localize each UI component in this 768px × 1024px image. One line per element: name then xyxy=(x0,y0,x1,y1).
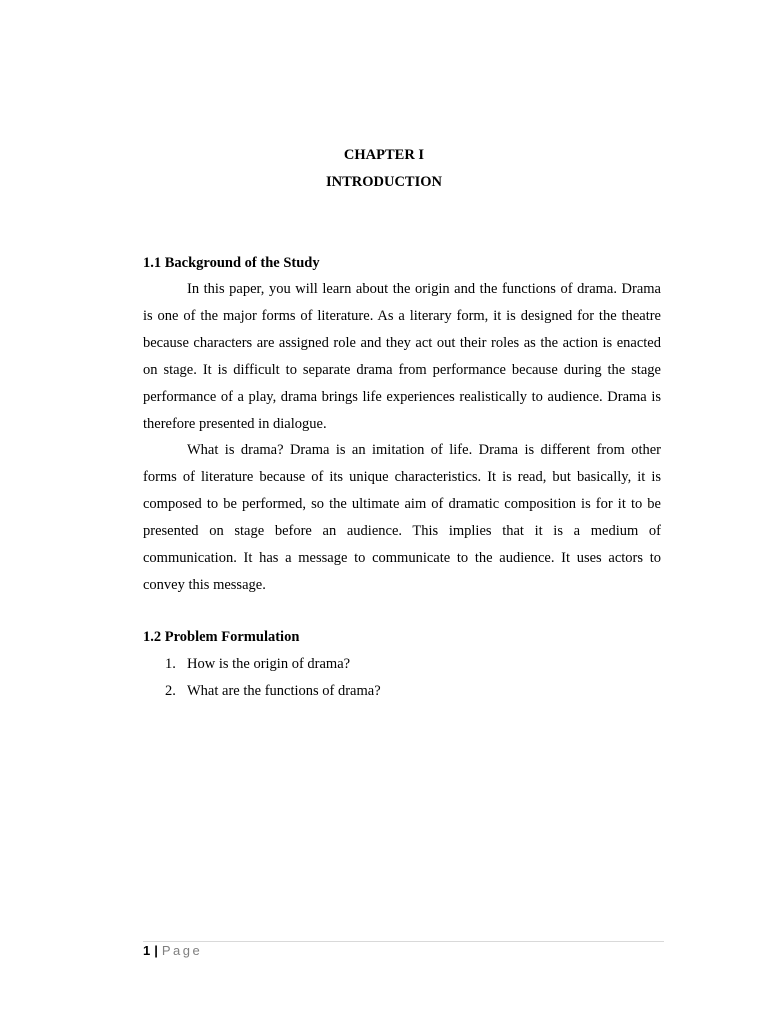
section-heading-background: 1.1 Background of the Study xyxy=(143,255,320,271)
problem-list xyxy=(143,651,661,705)
footer-separator: | xyxy=(154,943,158,958)
page-footer xyxy=(143,943,202,959)
chapter-label: CHAPTER I xyxy=(343,147,425,163)
paragraph-background-2: What is drama? Drama is an imitation of life. Drama is different from other forms of literature because of its unique characteristics. It is read, but basically, it is composed to be performed, so the ultimate aim of dramatic composition is for it to be presented on stage before an audience. This implies that it is a medium of communication. It has a message to communicate to the audience. It uses actors to convey this message. xyxy=(143,442,661,593)
chapter-title: INTRODUCTION xyxy=(325,174,442,190)
page-label: Page xyxy=(161,943,203,958)
list-item-text: How is the origin of drama? xyxy=(187,656,351,672)
page-number: 1 xyxy=(143,943,151,958)
list-item xyxy=(143,651,661,678)
footer-divider xyxy=(143,941,664,942)
list-item xyxy=(143,678,661,705)
section-heading-problem-formulation: 1.2 Problem Formulation xyxy=(143,629,300,645)
list-item-text: What are the functions of drama? xyxy=(187,683,381,699)
list-item-number: 2. xyxy=(165,683,176,699)
paragraph-background-1: In this paper, you will learn about the origin and the functions of drama. Drama is one of the major forms of literature. As a literary form, it is designed for the theatre because characters are assigned role and they act out their roles as the action is enacted on stage. It is difficult to separate drama from performance because during the stage performance of a play, drama brings life experiences realistically to audience. Drama is therefore presented in dialogue. xyxy=(143,281,661,432)
list-item-number: 1. xyxy=(165,656,176,672)
